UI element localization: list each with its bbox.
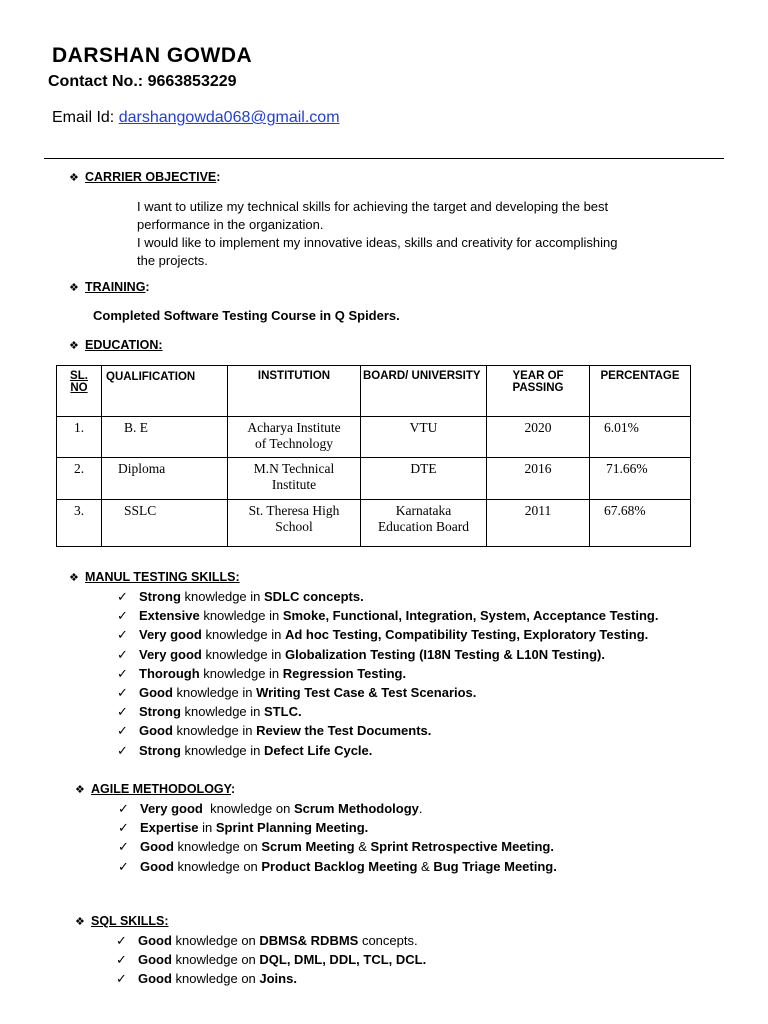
list-item [117, 721, 658, 740]
cell-qualification [102, 458, 228, 500]
skill-emphasis: Defect Life Cycle. [264, 742, 373, 758]
list-item [118, 837, 557, 856]
table-row [57, 500, 691, 547]
header-sl-line2: NO [70, 382, 88, 394]
objective-heading: ❖ CARRIER OBJECTIVE: [69, 170, 221, 184]
cell-percentage-text: 71.66% [606, 461, 648, 476]
cell-qualification-text: SSLC [124, 503, 157, 518]
cell-year [487, 458, 590, 500]
cell-board-line1: Karnataka [395, 503, 452, 518]
header-year [487, 366, 590, 417]
header-qualification-text: QUALIFICATION [106, 371, 196, 383]
skill-emphasis: Good [139, 723, 173, 739]
cell-institution-line2: of Technology [255, 436, 333, 451]
cell-percentage-text: 67.68% [604, 503, 646, 518]
cell-board [361, 458, 487, 500]
checkmark-icon: ✓ [116, 953, 127, 969]
manual-skills-title: MANUL TESTING SKILLS: [85, 570, 240, 584]
list-item [116, 950, 426, 969]
skill-text: knowledge on [171, 971, 260, 987]
list-item [118, 799, 557, 818]
skill-text: knowledge in [201, 627, 285, 643]
cell-qualification [102, 500, 228, 547]
list-item [117, 664, 658, 683]
checkmark-icon: ✓ [117, 666, 128, 682]
cell-percentage [590, 500, 691, 547]
training-heading: ❖ TRAINING: [69, 280, 150, 294]
checkmark-icon: ✓ [117, 647, 128, 663]
header-sl [57, 366, 102, 417]
cell-sl [57, 500, 102, 547]
skill-text: knowledge on [171, 933, 260, 948]
checkmark-icon: ✓ [118, 859, 129, 875]
skill-emphasis: DQL, DML, DDL, TCL, DCL. [259, 952, 427, 968]
diamond-bullet-icon: ❖ [75, 784, 85, 796]
skill-emphasis: Expertise [140, 820, 199, 836]
checkmark-icon: ✓ [117, 724, 128, 740]
skill-text: concepts. [358, 933, 418, 948]
contact-number: 9663853229 [147, 73, 237, 90]
objective-line: performance in the organization. [137, 217, 324, 232]
skill-emphasis: Good [140, 858, 174, 874]
cell-percentage [590, 458, 691, 500]
header-qualification [102, 366, 228, 417]
education-header-row [57, 366, 691, 417]
table-row [57, 458, 691, 500]
cell-institution [228, 500, 361, 547]
cell-sl-text: 2. [73, 461, 85, 476]
cell-percentage-text: 6.01% [604, 420, 639, 435]
skill-text: knowledge in [172, 723, 257, 739]
skill-emphasis: Strong [139, 704, 181, 720]
header-institution: INSTITUTION [228, 366, 361, 417]
skill-text: knowledge in [180, 589, 265, 604]
training-title: TRAINING [85, 280, 146, 294]
agile-list [118, 799, 557, 876]
skill-emphasis: Globalization Testing (I18N Testing & L10N Testing). [284, 646, 605, 662]
table-row [57, 417, 691, 458]
skill-emphasis: Sprint Retrospective Meeting. [370, 839, 554, 855]
skill-text: knowledge on [202, 801, 294, 816]
cell-board-line1: VTU [409, 420, 438, 435]
cell-institution-line1: Acharya Institute [247, 420, 341, 435]
list-item [116, 931, 426, 950]
header-board: BOARD/ UNIVERSITY [361, 366, 487, 417]
cell-institution [228, 458, 361, 500]
diamond-bullet-icon: ❖ [69, 172, 79, 184]
checkmark-icon: ✓ [117, 685, 128, 701]
skill-emphasis: Bug Triage Meeting. [433, 858, 557, 874]
checkmark-icon: ✓ [116, 972, 127, 988]
skill-text: knowledge in [199, 608, 283, 624]
skill-emphasis: Strong [139, 742, 181, 758]
list-item [117, 683, 658, 702]
skill-emphasis: Thorough [139, 665, 200, 681]
checkmark-icon: ✓ [117, 590, 128, 605]
skill-emphasis: Good [138, 933, 172, 948]
skill-emphasis: STLC. [264, 704, 302, 720]
objective-line: I would like to implement my innovative ideas, skills and creativity for accomplishing [137, 235, 618, 250]
skill-emphasis: Good [138, 971, 172, 987]
skill-emphasis: Strong [139, 589, 181, 604]
diamond-bullet-icon: ❖ [75, 916, 85, 928]
header-sl-line1: SL. [70, 370, 88, 382]
manual-skills-heading [69, 570, 240, 584]
skill-emphasis: Scrum Meeting [261, 839, 355, 855]
cell-board-line1: DTE [410, 461, 437, 476]
cell-institution [228, 417, 361, 458]
objective-line: the projects. [137, 253, 208, 268]
objective-title: CARRIER OBJECTIVE [85, 170, 217, 184]
sql-list [116, 931, 426, 989]
contact-label: Contact No.: [48, 73, 144, 90]
cell-board [361, 500, 487, 547]
checkmark-icon: ✓ [117, 609, 128, 625]
skill-text: knowledge on [173, 839, 262, 855]
skill-text: knowledge in [201, 646, 285, 662]
cell-institution-line1: St. Theresa High [248, 503, 340, 518]
skill-emphasis: Very good [139, 646, 202, 662]
skill-text: . [418, 801, 423, 816]
candidate-name: DARSHAN GOWDA [52, 44, 253, 67]
skill-emphasis: Ad hoc Testing, Compatibility Testing, Exploratory Testing. [284, 627, 649, 643]
skill-emphasis: Smoke, Functional, Integration, System, Acceptance Testing. [282, 608, 659, 624]
skill-text: & [417, 858, 434, 874]
cell-year-text: 2020 [524, 420, 552, 435]
skill-text: knowledge in [180, 704, 265, 720]
skill-emphasis: Sprint Planning Meeting. [215, 820, 369, 836]
skill-emphasis: Very good [139, 627, 202, 643]
cell-year-text: 2016 [524, 461, 552, 476]
cell-board-line2: Education Board [377, 519, 470, 534]
skill-emphasis: Very good [140, 801, 203, 816]
education-title: EDUCATION: [85, 338, 163, 352]
education-heading [69, 338, 163, 352]
cell-sl-text: 1. [73, 420, 85, 435]
email-link[interactable]: darshangowda068@gmail.com [118, 109, 340, 126]
list-item [118, 857, 557, 876]
cell-sl [57, 458, 102, 500]
checkmark-icon: ✓ [117, 743, 128, 759]
checkmark-icon: ✓ [118, 802, 129, 817]
email-line [52, 109, 340, 127]
list-item [117, 645, 658, 664]
list-item [117, 606, 658, 625]
header-percentage: PERCENTAGE [590, 366, 691, 417]
list-item [117, 702, 658, 721]
objective-line: I want to utilize my technical skills for achieving the target and developing the best [137, 199, 609, 214]
skill-emphasis: Regression Testing. [282, 665, 407, 681]
skill-text: knowledge on [171, 952, 260, 968]
skill-emphasis: Scrum Methodology [293, 801, 419, 816]
checkmark-icon: ✓ [117, 628, 128, 644]
skill-emphasis: Product Backlog Meeting [261, 858, 418, 874]
checkmark-icon: ✓ [118, 821, 129, 837]
list-item [117, 587, 658, 606]
agile-heading: ❖ AGILE METHODOLOGY: [75, 782, 236, 796]
skill-emphasis: Good [138, 952, 172, 968]
list-item [116, 969, 426, 988]
cell-year [487, 500, 590, 547]
list-item [117, 741, 658, 760]
skill-emphasis: Joins. [259, 971, 297, 987]
cell-institution-line2: School [275, 519, 313, 534]
header-year-line1: YEAR OF [512, 370, 564, 382]
diamond-bullet-icon: ❖ [69, 340, 79, 352]
header-year-line2: PASSING [512, 382, 564, 394]
skill-text: knowledge on [173, 858, 262, 874]
cell-sl [57, 417, 102, 458]
manual-skills-list [117, 587, 658, 760]
cell-qualification-text: Diploma [118, 461, 166, 476]
skill-text: in [198, 820, 216, 836]
list-item [117, 625, 658, 644]
diamond-bullet-icon: ❖ [69, 572, 79, 584]
skill-text: knowledge in [172, 684, 257, 700]
header-divider [44, 158, 724, 159]
diamond-bullet-icon: ❖ [69, 282, 79, 294]
skill-emphasis: DBMS& RDBMS [259, 933, 359, 948]
skill-emphasis: Good [139, 684, 173, 700]
objective-text [137, 198, 617, 270]
checkmark-icon: ✓ [118, 840, 129, 856]
cell-institution-line1: M.N Technical [253, 461, 335, 476]
agile-title: AGILE METHODOLOGY [91, 782, 232, 796]
skill-emphasis: Review the Test Documents. [256, 723, 432, 739]
sql-heading [75, 914, 169, 928]
cell-percentage [590, 417, 691, 458]
skill-emphasis: Good [140, 839, 174, 855]
cell-year-text: 2011 [524, 503, 552, 518]
sql-title: SQL SKILLS: [91, 914, 169, 928]
training-text: Completed Software Testing Course in Q Spiders. [93, 308, 400, 323]
skill-text: knowledge in [180, 742, 265, 758]
contact-line [48, 73, 237, 91]
skill-emphasis: SDLC concepts. [264, 589, 364, 604]
checkmark-icon: ✓ [116, 934, 127, 949]
email-label: Email Id: [52, 109, 115, 126]
cell-qualification [102, 417, 228, 458]
skill-text: & [354, 839, 371, 855]
skill-emphasis: Writing Test Case & Test Scenarios. [256, 684, 477, 700]
cell-board [361, 417, 487, 458]
skill-text: knowledge in [199, 665, 283, 681]
skill-emphasis: Extensive [139, 608, 200, 624]
education-table [56, 365, 691, 547]
checkmark-icon: ✓ [117, 705, 128, 721]
cell-sl-text: 3. [73, 503, 85, 518]
list-item [118, 818, 557, 837]
cell-institution-line2: Institute [271, 477, 317, 492]
cell-year [487, 417, 590, 458]
cell-qualification-text: B. E [124, 420, 149, 435]
